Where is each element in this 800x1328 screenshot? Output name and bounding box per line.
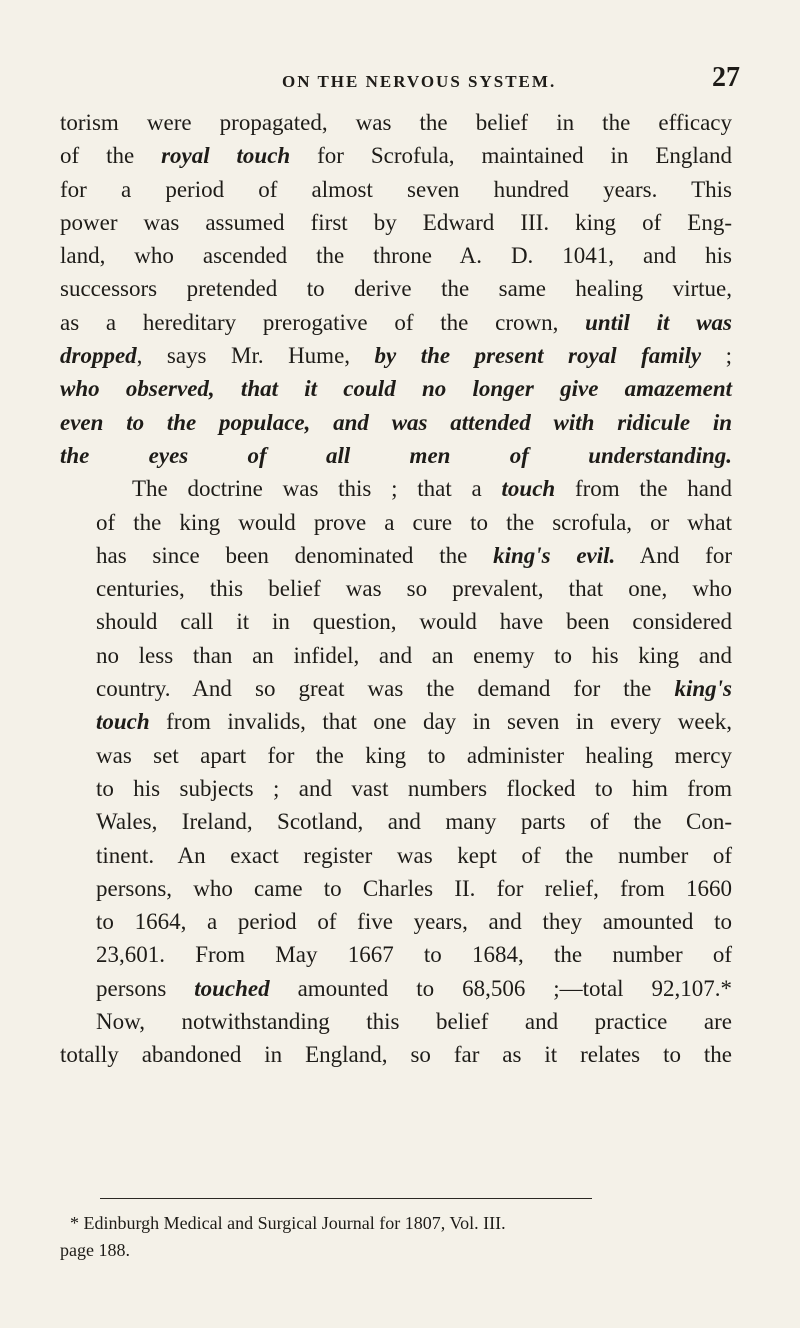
body-text [60,106,732,1072]
footnote-line: * Edinburgh Medical and Surgical Journal for 1807, Vol. III. [70,1213,506,1233]
text-line [60,705,732,738]
text-run: to his subjects ; and vast numbers flocked to him from [96,775,732,801]
text-run: persons [96,975,195,1001]
italic-text-run: by the present royal family [374,343,702,369]
text-line [60,1038,732,1071]
text-run: successors pretended to derive the same healing virtue, [60,276,732,302]
text-run: as a hereditary prerogative of the crown, [60,309,586,335]
text-line [60,239,732,272]
text-run: tinent. An exact register was kept of the number of [96,842,732,868]
text-run: was set apart for the king to administer healing mercy [96,742,732,768]
text-line [60,339,732,372]
footnote [60,1210,740,1264]
text-run: , says Mr. Hume, [136,343,375,369]
text-line [60,406,732,439]
text-run: Now, notwithstanding this belief and practice are [96,1009,732,1035]
text-line [60,938,732,971]
text-run: land, who ascended the throne A. D. 1041, and his [60,243,732,269]
text-run: Wales, Ireland, Scotland, and many parts of the Con- [96,809,732,835]
italic-text-run: who observed, that it could no longer give amazement [60,376,732,402]
italic-text-run: royal touch [161,143,291,169]
text-line [60,272,732,305]
italic-text-run: king's [674,676,732,702]
text-line [60,672,732,705]
text-run: has since been denominated the [96,542,494,568]
paragraph-1 [60,106,732,472]
text-run: And for [615,542,733,568]
text-run: of the [60,143,162,169]
text-line [60,972,732,1005]
paragraph-2 [60,472,732,1005]
italic-text-run: dropped [60,343,137,369]
text-run: for Scrofula, maintained in England [290,143,732,169]
text-run: for a period of almost seven hundred years. This [60,176,732,202]
text-line [60,306,732,339]
footnote-line: page 188. [60,1240,130,1260]
page-number: 27 [712,62,740,93]
text-run: power was assumed first by Edward III. king of Eng- [60,209,732,235]
italic-text-run: the eyes of all men of understanding. [60,442,732,468]
text-run: ; [701,343,732,369]
text-line [60,772,732,805]
italic-text-run: touch [96,709,150,735]
text-run: of the king would prove a cure to the scrofula, or what [96,509,732,535]
text-line [60,539,732,572]
italic-text-run: even to the populace, and was attended with ridicule in [60,409,732,435]
text-line [60,805,732,838]
text-line [60,173,732,206]
text-run: amounted to 68,506 ;—total 92,107.* [269,975,732,1001]
italic-text-run: touch [501,476,556,502]
text-run: 23,601. From May 1667 to 1684, the number of [96,942,732,968]
text-line [60,206,732,239]
text-run: country. And so great was the demand for the [96,676,675,702]
text-line [60,872,732,905]
text-run: no less than an infidel, and an enemy to his king and [96,642,732,668]
text-run: should call it in question, would have been considered [96,609,732,635]
text-line [60,106,732,139]
paragraph-3 [60,1005,732,1072]
text-line [60,572,732,605]
italic-text-run: king's evil. [493,542,616,568]
text-run: centuries, this belief was so prevalent, that one, who [96,576,732,602]
text-line [60,639,732,672]
text-line [60,139,732,172]
text-line [60,506,732,539]
text-line [60,839,732,872]
running-title: ON THE NERVOUS SYSTEM. [282,72,557,91]
text-line [60,605,732,638]
text-line [60,472,732,505]
text-line [60,1005,732,1038]
text-run: totally abandoned in England, so far as it relates to the [60,1042,732,1068]
text-run: The doctrine was this ; that a [132,476,502,502]
text-run: from invalids, that one day in seven in every week, [149,709,732,735]
text-line [60,439,732,472]
italic-text-run: until it was [585,309,732,335]
footnote-rule [100,1198,592,1199]
text-line [60,372,732,405]
text-line [60,905,732,938]
text-run: from the hand [555,476,732,502]
italic-text-run: touched [194,975,270,1001]
text-run: torism were propagated, was the belief in the efficacy [60,110,732,135]
text-run: persons, who came to Charles II. for relief, from 1660 [96,875,732,901]
text-line [60,739,732,772]
text-run: to 1664, a period of five years, and they amounted to [96,909,732,935]
